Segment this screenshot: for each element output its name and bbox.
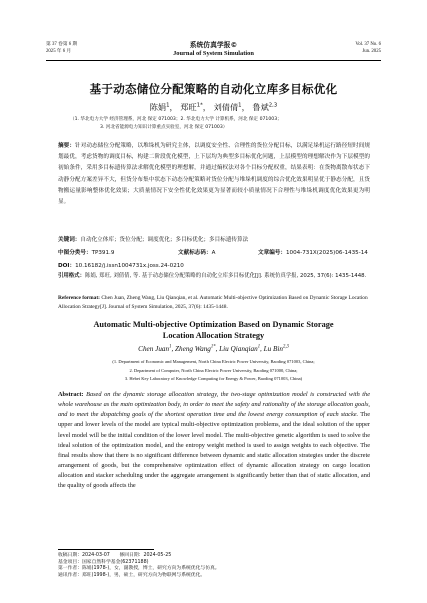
author-affiliation-mark: 1 <box>257 344 261 350</box>
journal-name-en: Journal of System Simulation <box>173 50 254 57</box>
header-date-cn: 2025 年 6 月 <box>46 48 72 54</box>
document-code: 文献标志码：A <box>178 250 216 256</box>
affiliation-line: 2. Department of Computer, North China Electric Power University, Baoding 071000, China; <box>129 367 298 373</box>
affiliation-line: 3. 河北省能源电力知识计算重点实验室，河北 保定 071003） <box>100 125 228 131</box>
abstract-en <box>58 390 370 492</box>
author-affiliation-mark: 1 <box>166 102 170 109</box>
clc-code: 中图分类号：TP391.9 <box>58 250 115 256</box>
author-affiliation-mark: 1 <box>238 102 242 109</box>
abstract-text-en-italic: Based on the dynamic storage allocation strategy, the two-stage optimization model is constructed with the whole warehouse as the main optimization body, in order to meet the safety and rationality of the storage allocation goals, and to meet the dispatching goals of the shortest operation time and the lowest energy consumption of each stacke. <box>58 391 370 419</box>
citation-text-cn: 陈娟, 郑旺, 刘倩倩, 等. 基于动态储位分配策略的自动化立库多目标优化[J]. 系统仿真学报, 2025, 37(6): 1435-1448. <box>84 273 367 279</box>
affiliation-line: （1. 华北电力大学 经济管理系，河北 保定 071003；2. 华北电力大学 计算机系，河北 保定 071003； <box>70 117 282 122</box>
author-name: 刘倩倩 <box>213 102 239 112</box>
author-list-cn: 陈娟$^1$， 郑旺$^{1*}$， 刘倩倩$^1$， 鲁斌$^{2,3}$ <box>149 102 278 112</box>
article-number: 文章编号：1004-731X(2025)06-1435-14 <box>258 250 368 256</box>
keywords-label-cn: 关键词： <box>58 237 81 243</box>
author-affiliation-mark: 1* <box>196 102 203 109</box>
paper-title-en <box>0 320 427 341</box>
citation-label-cn: 引用格式： <box>58 273 85 279</box>
title-en-line: Automatic Multi-objective Optimization Based on Dynamic Storage <box>93 320 334 329</box>
author-affiliation-mark: 2,3 <box>268 102 278 109</box>
abstract-text-cn: 针对动态储位分配策略，以堆垛机为研究主体，以调度安全性、合理性的货位分配目标，以满足垛机运行路径短时间规划最优，考虑货物的调度目标，构建二阶段优化模型，上下层均为典型多目标优化问题，上层模型的理想解决作为下层模型的初始条件，采用多目标遗传算法求解优化模型的理想解，并通过熵权法对各个目标分配权重，结果表明：在货物离散布状态下动静分配方案差异不大，但货分布集中状态下动态分配策略对货位分配与堆垛机调度的综合优化效果明显优于静态分配，且货物搬运量影响整体优化效果；大质量情况下安全性优化效果更为显著而较小质量情况下合理性与堆垛机调度优化效果更为明显。 <box>58 143 370 206</box>
paper-title-cn: 基于动态储位分配策略的自动化立库多目标优化 <box>89 82 338 96</box>
author-name: Chen Juan <box>138 345 170 353</box>
keywords-text-cn: 自动化立体库；货位分配；调度优化；多目标优化；多目标遗传算法 <box>80 237 249 243</box>
citation-cn <box>58 272 370 281</box>
footnote-divider <box>58 549 154 550</box>
author-affiliation-mark: 2,3 <box>283 344 289 350</box>
author-affiliation-mark: 1 <box>169 344 172 350</box>
header-date-en: Jun. 2025 <box>362 48 381 54</box>
header-volume-cn: 第 37 卷第 6 期 <box>46 42 78 47</box>
keywords-cn <box>58 236 370 245</box>
author-affiliation-mark: 1* <box>210 344 216 350</box>
affiliation-line: 3. Hebei Key Laboratory of Knowledge Computing for Energy & Power, Baoding 071003, China) <box>124 376 303 381</box>
footnote-funding: 基金项目：国家自然科学基金(62371188) <box>58 559 149 565</box>
doi-line <box>58 261 184 269</box>
title-en-line: Location Allocation Strategy <box>162 330 265 340</box>
doi-value[interactable]: 10.16182/j.issn1004731x.joss.24-0210 <box>75 263 184 269</box>
abstract-label-en: Abstract: <box>58 391 84 398</box>
author-name: Liu Qianqian <box>219 345 258 353</box>
header-right <box>355 42 381 55</box>
citation-text-en: Chen Juan, Zheng Wang, Liu Qianqian, et al. Automatic Multi-objective Optimization Based on Dynamic Storage Location Allocation Strategy[J]. Journal of System Simulation, 2025, 37(6): 1435-1448. <box>58 295 368 310</box>
affiliations-cn <box>70 116 370 133</box>
affiliations-en <box>0 358 427 384</box>
author-name: 陈娟 <box>149 102 167 112</box>
doi-label: DOI： <box>58 263 76 269</box>
affiliation-line: (1. Department of Economic and Management, North China Electric Power University, Baoding 071003, China; <box>112 359 315 364</box>
header-divider <box>46 60 381 61</box>
abstract-label-cn: 摘要： <box>58 143 76 149</box>
journal-name-cn: 系统仿真学报© <box>189 41 238 49</box>
citation-en <box>58 294 370 312</box>
abstract-cn <box>58 141 370 208</box>
author-name: 鲁斌 <box>252 102 269 112</box>
author-name: 郑旺 <box>180 102 197 112</box>
footnote-first-author: 第一作者：陈娟(1978-)，女，副教授，博士，研究方向为系统优化与仿真。 <box>58 566 220 572</box>
header-volume-en: Vol. 37 No. 6 <box>355 42 381 47</box>
footnote-dates: 收稿日期：2024-03-07 修回日期：2024-05-25 <box>58 553 172 558</box>
abstract-text-en: The upper and lower levels of the model are typical multi-objective optimization problems, and the ideal solution of the upper level model will be the initial condition of the lower level model. The multi-objective genetic algorithm is used to solve the ideal solution of the optimization model, and the entropy weight method is used to assign weights to each objective. The final results show that there is no significant difference between dynamic and static allocation strategies under the discrete arrangement of goods, but the comprehensive optimization effect of dynamic allocation strategy on cargo location allocation and stacker scheduling under the aggregate arrangement is significantly better than that of static allocation, and the quality of goods affects the <box>58 411 370 490</box>
footnotes <box>58 553 378 580</box>
author-name: Zheng Wang <box>175 345 211 353</box>
citation-label-en: Reference format: <box>58 295 100 301</box>
footnote-corresponding-author: 通讯作者：郑旺(1998-)，男，硕士，研究方向为物联网与系统优化。 <box>58 573 206 579</box>
author-name: Lu Bin <box>263 345 283 353</box>
author-list-en: Chen Juan$^1$, Zheng Wang$^{1*}$, Liu Qianqian$^1$, Lu Bin$^{2,3}$ <box>138 344 289 353</box>
